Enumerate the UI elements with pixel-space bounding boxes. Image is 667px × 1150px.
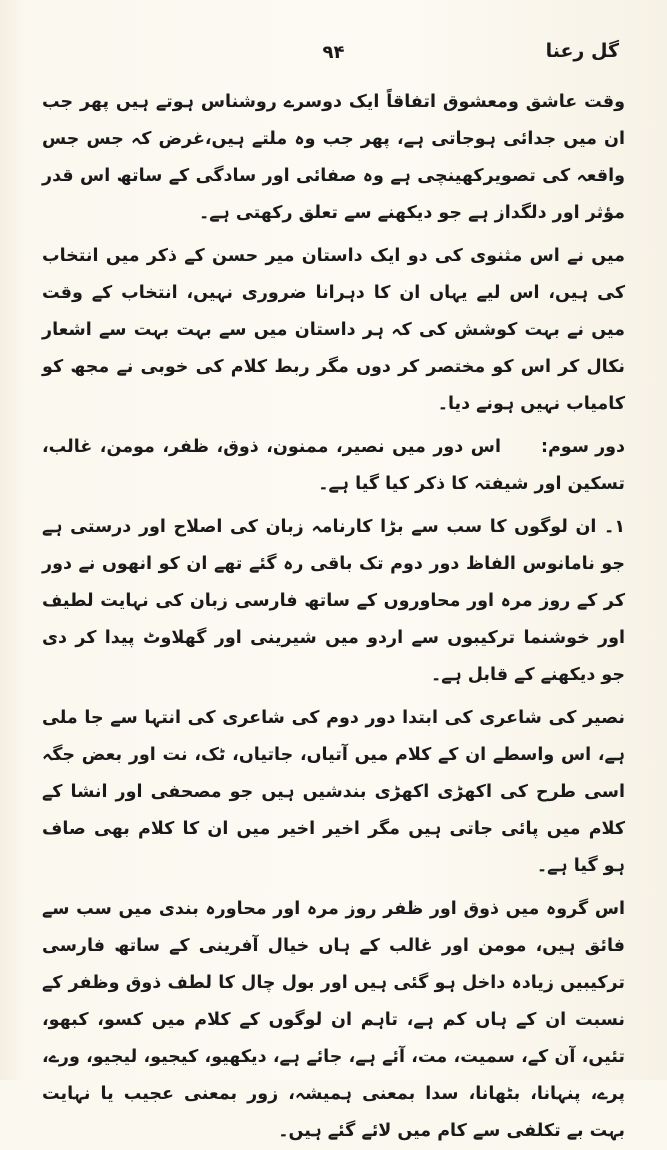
- paragraph: [42, 429, 625, 503]
- paragraph-text: نصیر کی شاعری کی ابتدا دور دوم کی شاعری کی انتہا سے جا ملی ہے، اس واسطے ان کے کلام میں آتیاں، جاتیاں، ٹک، نت اور بعض جگہ اسی طرح کی اکھڑی اکھڑی بندشیں ہیں جو مصحفی اور انشا کے کلام میں پائی جاتی ہیں مگر اخیر اخیر میں ان کا کلام بھی صاف ہو گیا ہے۔: [42, 708, 625, 876]
- running-head: گل رعنا: [545, 40, 619, 62]
- paragraph-text: ۱۔ ان لوگوں کا سب سے بڑا کارنامہ زبان کی اصلاح اور درستی ہے جو نامانوس الفاظ دور دوم تک باقی رہ گئے تھے ان کو انھوں نے دور کر کے روز مرہ اور محاوروں کے ساتھ فارسی زبان کی نہایت لطیف اور خوشنما ترکیبوں سے اردو میں شیرینی اور گھلاوٹ پیدا کر دی جو دیکھنے کے قابل ہے۔: [42, 517, 625, 685]
- paragraph-text: اس دور میں نصیر، ممنون، ذوق، ظفر، مومن، غالب، تسکین اور شیفتہ کا ذکر کیا گیا ہے۔: [42, 437, 625, 494]
- paragraph: [42, 509, 625, 694]
- paragraph: [42, 84, 625, 232]
- body-text: [42, 84, 625, 1150]
- paragraph-text: میں نے اس مثنوی کی دو ایک داستان میر حسن کے ذکر میں انتخاب کی ہیں، اس لیے یہاں ان کا دہرانا ضروری نہیں، انتخاب کے وقت میں نے بہت کوشش کی کہ ہر داستان میں سے بہت بہت سے اشعار نکال کر اس کو مختصر کر دوں مگر ربط کلام کی خوبی نے مجھ کو کامیاب نہیں ہونے دیا۔: [42, 246, 625, 414]
- section-label: دور سوم:: [540, 437, 625, 457]
- paragraph: [42, 891, 625, 1150]
- paragraph-text: وقت عاشق ومعشوق اتفاقاً ایک دوسرے روشناس ہوتے ہیں پھر جب ان میں جدائی ہوجاتی ہے، پھر جب وہ ملتے ہیں،غرض کہ جس جس واقعہ کی تصویرکھینچی ہے وہ صفائی اور سادگی کے ساتھ اس قدر مؤثر اور دلگداز ہے جو دیکھنے سے تعلق رکھتی ہے۔: [42, 92, 625, 223]
- paragraph: [42, 238, 625, 423]
- paragraph-text: اس گروہ میں ذوق اور ظفر روز مرہ اور محاورہ بندی میں سب سے فائق ہیں، مومن اور غالب کے ہاں خیال آفرینی کے ساتھ فارسی ترکیبیں زیادہ داخل ہو گئی ہیں اور بول چال کا لطف ذوق وظفر کے نسبت ان کے ہاں کم ہے، تاہم ان لوگوں کے کلام میں کسو، کبھو، تئیں، آن کے، سمیت، مت، آئے ہے، جائے ہے، دیکھیو، کیجیو، لیجیو، ورے، پرے، پنہانا، بٹھانا، سدا بمعنی ہمیشہ، زور بمعنی عجیب یا نہایت بہت بے تکلفی سے کام میں لائے گئے ہیں۔: [42, 899, 625, 1141]
- page-number: ۹۴: [322, 42, 345, 63]
- page-header: [42, 40, 625, 84]
- paragraph: [42, 700, 625, 885]
